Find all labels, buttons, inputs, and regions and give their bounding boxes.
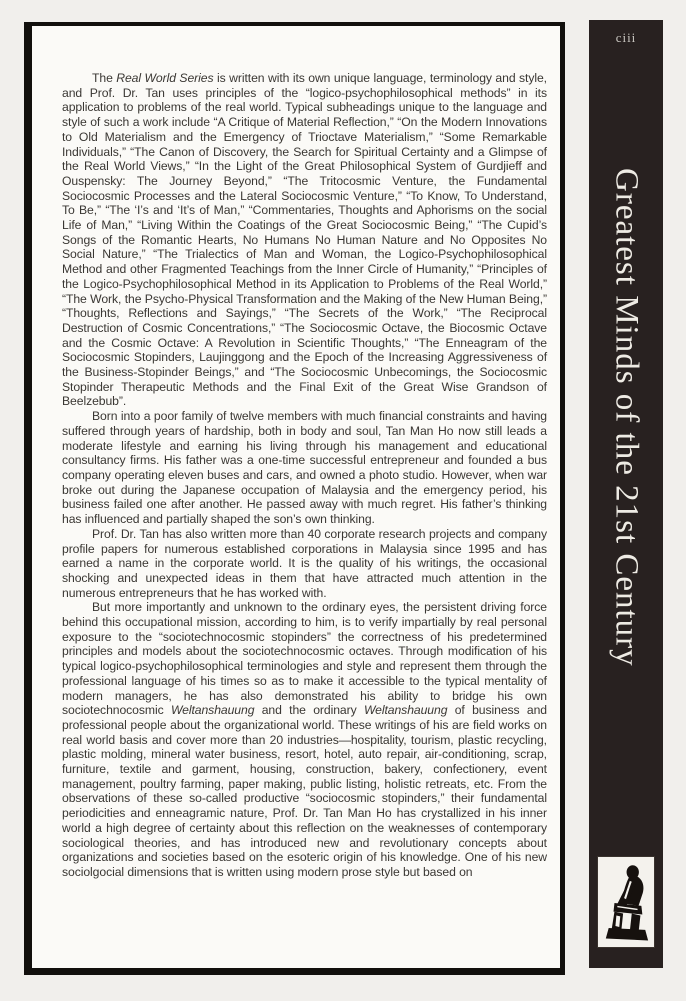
thinker-logo-box [597,856,655,948]
spine-title: Greatest Minds of the 21st Century [608,168,645,667]
book-spine-band [589,20,663,968]
text-segment: The [92,71,117,85]
paragraph-2 [62,409,547,527]
text-segment-italic: Weltanshauung [363,703,448,718]
text-segment: is written with its own unique language, terminology and style, and Prof. Dr. Tan uses principles of the “logico-psychophilosophical methods” in its application to problems of the real world. Typical subheadings unique to the language and style of such a work include “A Critique of Material Reflection,” “On the Modern Innovations to Old Materialism and the Emergency of Trioctave Materialism,” “Some Remarkable Individuals,” “The Canon of Discovery, the Search for Spiritual Certainty and a Glimpse of the Real World Views,” “In the Light of the Great Philosophical System of Gurdjieff and Ouspensky: The Journey Beyond,” “The Tritocosmic Venture, the Fundamental Sociocosmic Processes and the Lateral Sociocosmic Venture,” “To Know, To Understand, To Be,” “The ‘I’s and ‘It’s of Man,” “Commentaries, Thoughts and Aphorisms on the social Life of Man,” “Living Within the Coatings of the Great Sociocosmic Being,” “The Cupid’s Songs of the Romantic Hearts, No Humans No Human Nature and No Opposites No Social Nature,” “The Trialectics of Man and Woman, the Logico-Psychophilosophical Method and other Fragmented Teachings from the Inner Circle of Humanity,” “Principles of the Logico-Psychophilosophical Method in its Application to Problems of the Real World,” “The Work, the Psycho-Physical Transformation and the Making of the New Human Being,” “Thoughts, Reflections and Sayings,” “The Secrets of the Work,” “The Reciprocal Destruction of Cosmic Concentrations,” “The Sociocosmic Octave, the Biocosmic Octave and the Cosmic Octave: A Revolution in Scientific Thoughts,” “The Enneagram of the Sociocosmic Stopinders, Laujinggong and the Epoch of the Increasing Aggressiveness of the Business-Stopinder Beings,” and “The Sociocosmic Unbecomings, the Sociocosmic Stopinder Therapeutic Methods and the Final Exit of the Great Wise Grandson of Beelzebub”. [62,71,547,409]
article-text [32,26,560,968]
text-segment-italic: Real World Series [116,71,214,85]
text-segment: Born into a poor family of twelve members with much financial constraints and having suffered through years of hardship, both in body and soul, Tan Man Ho now still leads a moderate lifestyle and earning his living through his management and educational consultancy firms. His father was a one-time successful entrepreneur and founded a bus company operating eleven buses and cars, and owned a photo studio. However, when war broke out during the Japanese occupation of Malaysia and the emergency period, his business failed one after another. He passed away with much regret. His father’s thinking has influenced and partially shaped the son’s own thinking. [62,409,547,527]
page-frame [24,22,565,975]
text-segment-italic: Weltanshauung [170,703,255,718]
paragraph-4 [62,600,547,879]
text-segment: and the ordinary [254,703,364,718]
text-segment: But more importantly and unknown to the ordinary eyes, the persistent driving force behind this occupational mission, according to him, is to verify impartially by real personal exposure to the “sociotechnocosmic stopinders” the correctness of his predetermined principles and models about the sociotechnocosmic octaves. Through modification of his typical logico-psychophilosophical terminologies and style and represent them through the professional language of his times so as to make it accessible to the typical mentality of modern managers, he has also demonstrated his ability to bridge his own sociotechnocosmic [62,600,547,718]
page-number: ciii [615,30,637,45]
text-segment: Prof. Dr. Tan has also written more than 40 corporate research projects and company profile papers for numerous established corporations in Malaysia since 1995 and has earned a name in the corporate world. It is the quality of his writings, the occasional shocking and unexpected ideas in them that have attracted much attention in the numerous entrepreneurs that he has worked with. [62,526,547,600]
text-segment: of business and professional people about the organizational world. These writings of his are field works on real world basis and cover more than 20 industries—hospitality, tourism, plastic recycling, plastic molding, mineral water business, resort, hotel, auto repair, air-conditioning, scrap, furniture, textile and garment, housing, construction, bakery, confectionery, event management, poultry farming, paper making, public listing, holistic retreats, etc. From the observations of these so-called productive “sociocosmic stopinders,” their fundamental periodicities and enneagramic nature, Prof. Dr. Tan Man Ho has crystallized in his inner world a high degree of certainty about this reflection on the weaknesses of contemporary sociological theories, and has introduced new and revolutionary concepts about organizations and societies based on the esoteric origin of his knowledge. One of his new sociolgocial dimensions that is written using modern prose style but based on [62,703,547,879]
paragraph-3 [62,527,547,601]
thinker-statue-icon [601,861,651,943]
paragraph-1 [62,71,547,409]
